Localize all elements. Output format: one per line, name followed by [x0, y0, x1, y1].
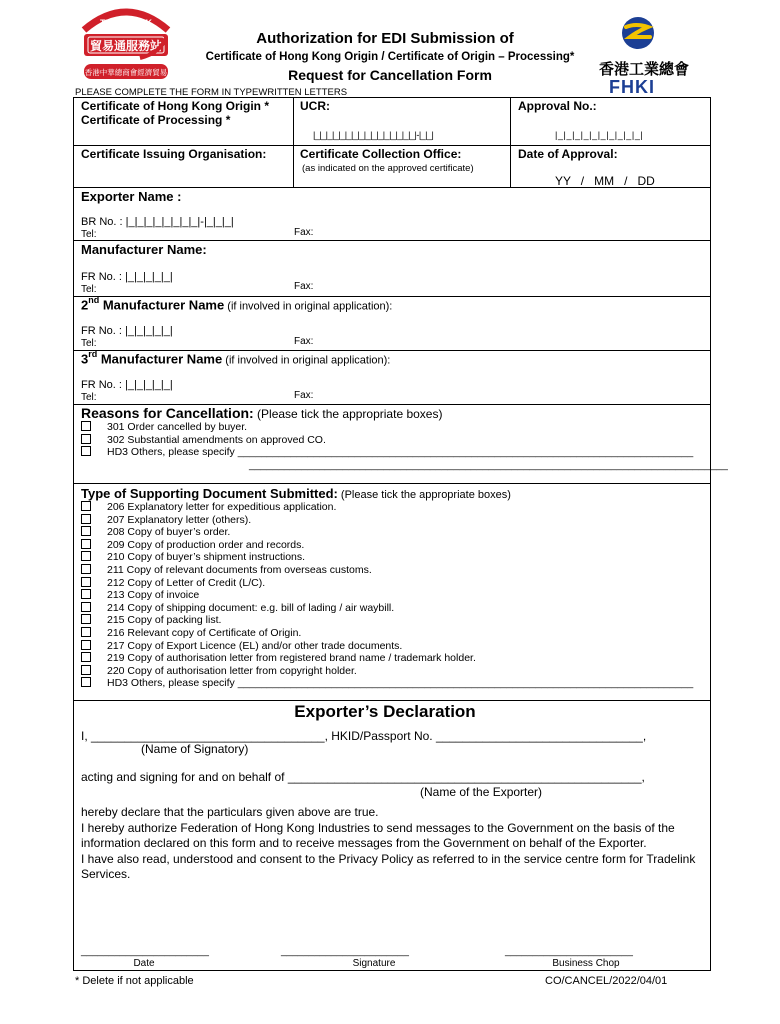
svg-text:貿易通服務站: 貿易通服務站	[89, 39, 163, 53]
checkbox[interactable]	[81, 677, 91, 687]
checkbox[interactable]	[81, 602, 91, 612]
checkbox[interactable]	[81, 577, 91, 587]
reason-item-302: 302 Substantial amendments on approved CO.	[81, 434, 701, 447]
manufacturer-tel[interactable]: Tel:	[81, 284, 97, 295]
exporter-name-label: Exporter Name :	[81, 189, 182, 204]
cert-type-hk-origin: Certificate of Hong Kong Origin *	[81, 99, 269, 113]
chop-signature-line[interactable]: _______________________	[505, 946, 633, 957]
business-chop-label: Business Chop	[552, 958, 620, 969]
ucr-label: UCR:	[300, 99, 330, 113]
date-of-approval-label: Date of Approval:	[518, 147, 618, 161]
manufacturer2-fax[interactable]: Fax:	[294, 336, 314, 347]
checkbox[interactable]	[81, 539, 91, 549]
manufacturer3-tel[interactable]: Tel:	[81, 392, 97, 403]
list-item: 220 Copy of authorisation letter from copyright holder.	[81, 665, 681, 678]
manufacturer3-fax[interactable]: Fax:	[294, 390, 314, 401]
reasons-list	[81, 421, 701, 459]
checkbox[interactable]	[81, 564, 91, 574]
fhki-abbr: FHKI	[609, 77, 655, 97]
collection-office-label: Certificate Collection Office:	[300, 147, 462, 161]
manufacturer-fr-no[interactable]: FR No. : |_|_|_|_|_|	[81, 271, 173, 283]
date-signature-line[interactable]: _______________________	[81, 946, 209, 957]
reasons-others-line[interactable]: __________________________________________________________________________________	[249, 459, 728, 471]
manufacturer3-fr-no[interactable]: FR No. : |_|_|_|_|_|	[81, 379, 173, 391]
checkbox[interactable]	[81, 665, 91, 675]
manufacturer-fax[interactable]: Fax:	[294, 281, 314, 292]
list-item: HD3 Others, please specify ______________________________________________________________________________	[81, 677, 681, 690]
list-item: 219 Copy of authorisation letter from registered brand name / trademark holder.	[81, 652, 681, 665]
list-item: 212 Copy of Letter of Credit (L/C).	[81, 577, 681, 590]
list-item: 210 Copy of buyer’s shipment instructions.	[81, 551, 681, 564]
checkbox[interactable]	[81, 551, 91, 561]
reason-item-301: 301 Order cancelled by buyer.	[81, 421, 701, 434]
svg-text:TRADELINK: TRADELINK	[100, 18, 152, 28]
declaration-paragraph: hereby declare that the particulars given above are true. I hereby authorize Federation of Hong Kong Industries to send messages to the Government on the basis of the information declared on this form and to receive messages from the Government on behalf of the Exporter. I have also read, understood and consent to the Privacy Policy as referred to in the service centre form for Tradelink Services.	[81, 805, 696, 881]
svg-text:香港中華總商會經濟貿易: 香港中華總商會經濟貿易	[84, 68, 168, 77]
declaration-signatory-line[interactable]: I, ___________________________________, HKID/Passport No. _______________________________,	[81, 729, 647, 743]
list-item: 209 Copy of production order and records.	[81, 539, 681, 552]
declaration-exporter-line[interactable]: acting and signing for and on behalf of _____________________________________________________,	[81, 770, 645, 784]
form-title: Authorization for EDI Submission of	[256, 30, 514, 47]
list-item: 213 Copy of invoice	[81, 589, 681, 602]
footer-note: * Delete if not applicable	[75, 975, 194, 987]
checkbox[interactable]	[81, 421, 91, 431]
manufacturer3-name-label: 3rd Manufacturer Name (if involved in original application):	[81, 349, 391, 367]
checkbox[interactable]	[81, 640, 91, 650]
supporting-docs-heading: Type of Supporting Document Submitted: (Please tick the appropriate boxes)	[81, 486, 511, 501]
reasons-heading: Reasons for Cancellation: (Please tick the appropriate boxes)	[81, 405, 443, 421]
checkbox[interactable]	[81, 652, 91, 662]
ucr-input-boxes[interactable]: |_|_|_|_|_|_|_|_|_|_|_|_|_|_|_|_|-|_|_|	[313, 130, 434, 140]
issuing-org-label: Certificate Issuing Organisation:	[81, 147, 267, 161]
signature-label: Signature	[352, 958, 396, 969]
list-item: 211 Copy of relevant documents from overseas customs.	[81, 564, 681, 577]
cert-type-processing: Certificate of Processing *	[81, 113, 231, 127]
approval-no-boxes[interactable]: |_|_|_|_|_|_|_|_|_|_|	[555, 130, 644, 140]
manufacturer2-name-label: 2nd Manufacturer Name (if involved in original application):	[81, 295, 393, 313]
form-code: CO/CANCEL/2022/04/01	[545, 975, 668, 987]
manufacturer2-tel[interactable]: Tel:	[81, 338, 97, 349]
list-item: 217 Copy of Export Licence (EL) and/or other trade documents.	[81, 640, 681, 653]
list-item: 215 Copy of packing list.	[81, 614, 681, 627]
date-label: Date	[133, 958, 155, 969]
list-item: 206 Explanatory letter for expeditious application.	[81, 501, 681, 514]
checkbox[interactable]	[81, 434, 91, 444]
exporter-caption: (Name of the Exporter)	[420, 785, 543, 799]
checkbox[interactable]	[81, 514, 91, 524]
fhki-chinese-name: 香港工業總會	[599, 60, 690, 78]
list-item: 208 Copy of buyer’s order.	[81, 526, 681, 539]
collection-office-note: (as indicated on the approved certificate)	[302, 163, 474, 174]
checkbox[interactable]	[81, 526, 91, 536]
checkbox[interactable]	[81, 627, 91, 637]
exporter-tel[interactable]: Tel:	[81, 229, 97, 240]
date-format: YY / MM / DD	[555, 174, 655, 188]
manufacturer-name-label: Manufacturer Name:	[81, 242, 207, 257]
approval-no-label: Approval No.:	[518, 99, 597, 113]
form-subtitle: Certificate of Hong Kong Origin / Certificate of Origin – Processing*	[205, 51, 575, 63]
signature-line[interactable]: _______________________	[281, 946, 409, 957]
supporting-docs-list	[81, 501, 694, 690]
exporter-br-no[interactable]: BR No. : |_|_|_|_|_|_|_|_|-|_|_|_|	[81, 216, 234, 228]
typewritten-instruction: PLEASE COMPLETE THE FORM IN TYPEWRITTEN LETTERS	[75, 87, 348, 98]
form-title-cancellation: Request for Cancellation Form	[288, 67, 492, 83]
signatory-caption: (Name of Signatory)	[141, 742, 249, 756]
checkbox[interactable]	[81, 614, 91, 624]
reason-item-hd3: HD3 Others, please specify ______________________________________________________________________________	[81, 446, 701, 459]
checkbox[interactable]	[81, 446, 91, 456]
list-item: 207 Explanatory letter (others).	[81, 514, 681, 527]
checkbox[interactable]	[81, 589, 91, 599]
exporter-fax[interactable]: Fax:	[294, 227, 314, 238]
checkbox[interactable]	[81, 501, 91, 511]
manufacturer2-fr-no[interactable]: FR No. : |_|_|_|_|_|	[81, 325, 173, 337]
list-item: 216 Relevant copy of Certificate of Origin.	[81, 627, 681, 640]
list-item: 214 Copy of shipping document: e.g. bill of lading / air waybill.	[81, 602, 681, 615]
declaration-title: Exporter’s Declaration	[294, 702, 476, 721]
